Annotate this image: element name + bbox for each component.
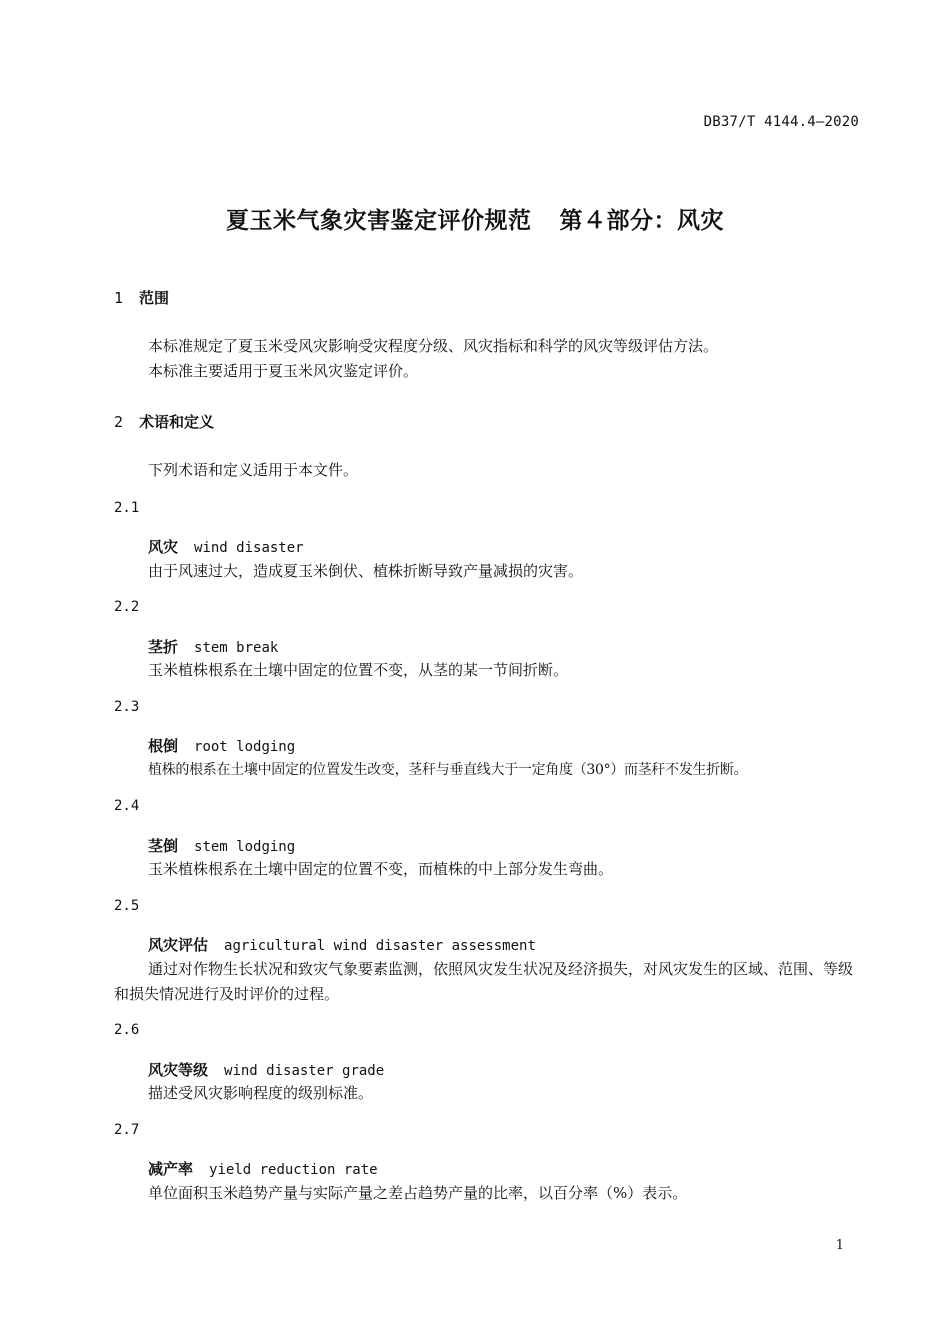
term-en: root lodging (194, 739, 296, 755)
term-number: 2.4 (114, 798, 140, 814)
document-title (0, 202, 950, 235)
term-heading (148, 536, 304, 557)
standard-code: DB37/T 4144.4—2020 (703, 114, 859, 130)
term-zh: 茎折 (148, 638, 179, 656)
term-definition: 通过对作物生长状况和致灾气象要素监测，依照风灾发生状况及经济损失，对风灾发生的区域、范围、等级和损失情况进行及时评价的过程。 (114, 960, 854, 1003)
term-definition: 植株的根系在土壤中固定的位置发生改变，茎秆与垂直线大于一定角度（30°）而茎秆不发生折断。 (148, 762, 748, 778)
scope-paragraph-2: 本标准主要适用于夏玉米风灾鉴定评价。 (148, 362, 419, 380)
term-en: wind disaster (194, 540, 304, 556)
term-definition: 玉米植株根系在土壤中固定的位置不变，从茎的某一节间折断。 (148, 661, 569, 679)
term-number: 2.3 (114, 699, 140, 715)
term-zh: 茎倒 (148, 837, 179, 855)
term-zh: 根倒 (148, 737, 179, 755)
page-number: 1 (835, 1238, 844, 1253)
term-heading (148, 735, 295, 756)
section-title: 术语和定义 (139, 413, 215, 431)
term-en: wind disaster grade (224, 1063, 385, 1079)
term-zh: 风灾评估 (148, 936, 209, 954)
scope-paragraph-1: 本标准规定了夏玉米受风灾影响受灾程度分级、风灾指标和科学的风灾等级评估方法。 (148, 337, 719, 355)
section-number: 2 (114, 413, 124, 431)
term-heading (148, 1059, 384, 1080)
term-heading (148, 636, 278, 657)
term-number: 2.1 (114, 500, 140, 516)
title-main: 夏玉米气象灾害鉴定评价规范 (226, 208, 532, 234)
section-heading-terms (114, 411, 214, 432)
term-zh: 风灾等级 (148, 1061, 209, 1079)
terms-intro: 下列术语和定义适用于本文件。 (148, 461, 359, 479)
term-definition: 单位面积玉米趋势产量与实际产量之差占趋势产量的比率，以百分率（%）表示。 (148, 1184, 688, 1202)
term-en: agricultural wind disaster assessment (224, 938, 536, 954)
term-heading (148, 1158, 378, 1179)
term-heading (148, 934, 536, 955)
term-en: stem break (194, 640, 279, 656)
term-number: 2.6 (114, 1022, 140, 1038)
section-title: 范围 (139, 289, 170, 307)
title-part: 第４部分：风灾 (559, 208, 724, 234)
term-heading (148, 835, 295, 856)
term-en: stem lodging (194, 839, 296, 855)
section-heading-scope (114, 287, 169, 308)
term-number: 2.2 (114, 599, 140, 615)
term-zh: 风灾 (148, 538, 179, 556)
section-number: 1 (114, 289, 124, 307)
term-definition: 由于风速过大，造成夏玉米倒伏、植株折断导致产量减损的灾害。 (148, 562, 584, 580)
term-number: 2.7 (114, 1122, 140, 1138)
term-number: 2.5 (114, 898, 140, 914)
term-en: yield reduction rate (209, 1162, 378, 1178)
term-definition: 玉米植株根系在土壤中固定的位置不变，而植株的中上部分发生弯曲。 (148, 860, 614, 878)
term-zh: 减产率 (148, 1160, 194, 1178)
term-definition: 描述受风灾影响程度的级别标准。 (148, 1084, 374, 1102)
